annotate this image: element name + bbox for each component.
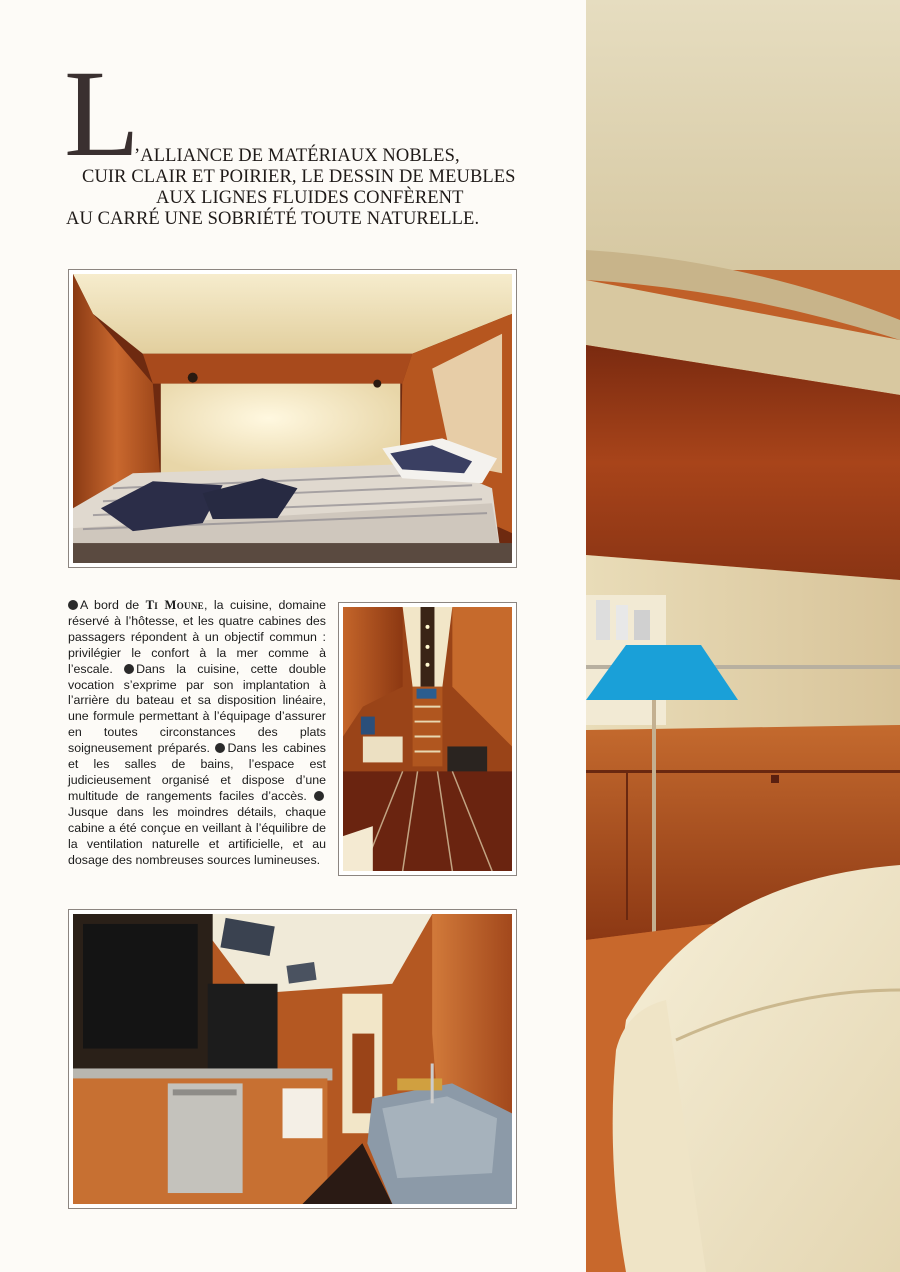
saloon-closeup-image: [586, 0, 900, 1272]
bedroom-photo-image: [73, 274, 512, 563]
bullet-icon: [68, 600, 78, 610]
body-p1-before: A bord de: [80, 598, 146, 612]
body-p2: Dans la cuisine, cette double vocation s’exprime par son implantation à l’arrière du bateau et sa disposition linéaire, une formule permettant à l’équipage d’assurer en toutes circonstances des plats soigneusement préparés.: [68, 661, 326, 756]
page-heading: [66, 146, 536, 230]
bullet-icon: [215, 743, 225, 753]
bedroom-photo: [68, 269, 517, 568]
drop-cap: L: [64, 45, 140, 182]
body-p4: Jusque dans les moindres détails, chaque cabine a été conçue en veillant à l’équilibre de la ventilation naturelle et artificielle, et au dosage des nombreuses sources lumineuses.: [68, 804, 326, 867]
heading-line-1: ’ALLIANCE DE MATÉRIAUX NOBLES,: [134, 146, 460, 166]
bullet-icon: [314, 791, 324, 801]
galley-photo: [68, 909, 517, 1209]
heading-line-3: AUX LIGNES FLUIDES CONFÈRENT: [156, 188, 464, 208]
body-p3: Dans les cabines et les salles de bains, l’espace est judicieusement organisé et dispose d’une multitude de rangements faciles d’accès.: [68, 741, 327, 803]
galley-photo-image: [73, 914, 512, 1204]
heading-line-2: CUIR CLAIR ET POIRIER, LE DESSIN DE MEUBLES: [82, 167, 516, 187]
saloon-closeup-photo: [586, 0, 900, 1272]
saloon-photo: [338, 602, 517, 876]
body-text: [68, 598, 326, 868]
heading-line-4: AU CARRÉ UNE SOBRIÉTÉ TOUTE NATURELLE.: [66, 209, 480, 229]
bullet-icon: [124, 664, 134, 674]
saloon-photo-image: [343, 607, 512, 871]
body-p1-after: , la cuisine, domaine réservé à l’hôtesse, et les quatre cabines des passagers répondent à un objectif commun : privilégier le confort à la mer comme à l’escale.: [68, 598, 326, 676]
boat-name: Ti Moune: [145, 598, 204, 612]
